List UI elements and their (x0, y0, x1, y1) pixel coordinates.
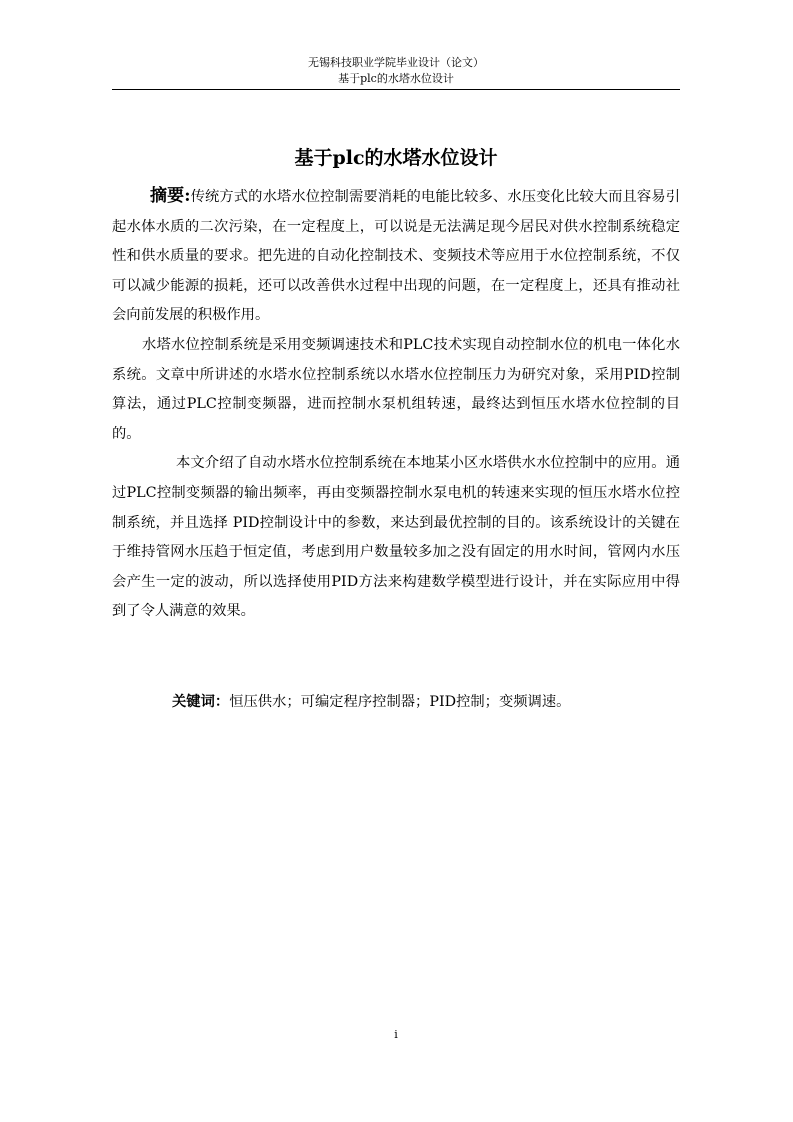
document-title: 基于plc的水塔水位设计 (294, 147, 498, 169)
header-divider (112, 89, 680, 90)
page-number: i (394, 1028, 398, 1041)
keywords-label: 关键词： (172, 694, 230, 710)
keywords-text: 恒压供水；可编定程序控制器；PID控制；变频调速。 (229, 694, 571, 710)
abstract-paragraph-1 (112, 182, 680, 331)
header-thesis-title: 基于plc的水塔水位设计 (338, 72, 454, 85)
header-school-line: 无锡科技职业学院毕业设计（论文） (308, 56, 484, 69)
abstract-paragraph-3: 本文介绍了自动水塔水位控制系统在本地某小区水塔供水水位控制中的应用。通过PLC控制变频器的输出频率，再由变频器控制水泵电机的转速来实现的恒压水塔水位控制系统，并且选择 PID控制设计中的参数，来达到最优控制的目的。该系统设计的关键在于维持管网水压趋于恒定值，考虑到用户数量较多加之没有固定的用水时间，管网内水压会产生一定的波动，所以选择使用PID方法来构建数学模型进行设计，并在实际应用中得到了令人满意的效果。 (112, 455, 680, 620)
keywords-line (172, 691, 672, 713)
abstract-section (112, 182, 680, 627)
abstract-paragraph-2: 水塔水位控制系统是采用变频调速技术和PLC技术实现自动控制水位的机电一体化水系统。文章中所讲述的水塔水位控制系统以水塔水位控制压力为研究对象，采用PID控制算法，通过PLC控制变频器，进而控制水泵机组转速，最终达到恒压水塔水位控制的目的。 (112, 336, 680, 442)
abstract-paragraph-1-text: 传统方式的水塔水位控制需要消耗的电能比较多、水压变化比较大而且容易引起水体水质的二次污染，在一定程度上，可以说是无法满足现今居民对供水控制系统稳定性和供水质量的要求。把先进的自动化控制技术、变频技术等应用于水位控制系统，不仅可以减少能源的损耗，还可以改善供水过程中出现的问题，在一定程度上，还具有推动社会向前发展的积极作用。 (112, 189, 680, 324)
page-header (112, 55, 680, 87)
abstract-label: 摘要: (150, 186, 191, 206)
